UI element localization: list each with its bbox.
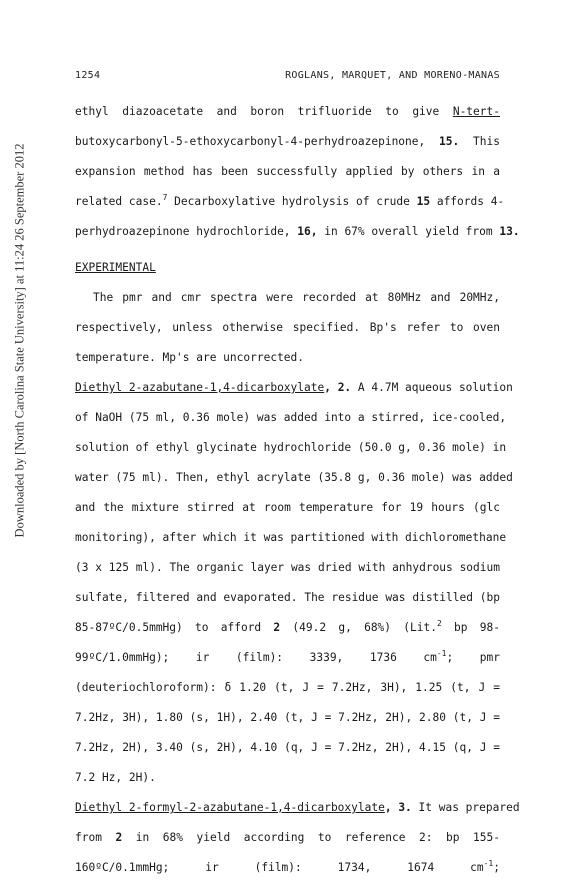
- text-line: butoxycarbonyl-5-ethoxycarbonyl-4-perhydroazepinone, 15. This: [75, 135, 500, 148]
- text-line: 7.2Hz, 2H), 3.40 (s, 2H), 4.10 (q, J = 7.2Hz, 2H), 4.15 (q, J =: [75, 741, 500, 754]
- text-line: Diethyl 2-azabutane-1,4-dicarboxylate, 2. A 4.7M aqueous solution: [75, 381, 513, 394]
- text-line: temperature. Mp's are uncorrected.: [75, 351, 305, 364]
- text-line: The pmr and cmr spectra were recorded at 80MHz and 20MHz,: [93, 291, 500, 304]
- section-heading: EXPERIMENTAL: [75, 261, 156, 274]
- text-line: solution of ethyl glycinate hydrochloride (50.0 g, 0.36 mole) in: [75, 441, 507, 454]
- reference-marker: 2: [436, 619, 442, 628]
- reference-marker: 7: [162, 193, 168, 202]
- compound-number: 13.: [499, 225, 520, 238]
- text-line: monitoring), after which it was partitioned with dichloromethane: [75, 531, 507, 544]
- text-line: perhydroazepinone hydrochloride, 16, in 67% overall yield from 13.: [75, 225, 520, 238]
- text-line: Diethyl 2-formyl-2-azabutane-1,4-dicarboxylate, 3. It was prepared: [75, 801, 520, 814]
- text-line: 99ºC/1.0mmHg); ir (film): 3339, 1736 $cm^{-1}$; pmr: [75, 649, 500, 664]
- text-line: 160ºC/0.1mmHg; ir (film): 1734, 1674 $cm^{-1}$;: [75, 859, 500, 874]
- text-line: water (75 ml). Then, ethyl acrylate (35.8 g, 0.36 mole) was added: [75, 471, 513, 484]
- compound-title: Diethyl 2-formyl-2-azabutane-1,4-dicarboxylate: [75, 801, 385, 814]
- author-names: ROGLANS, MARQUET, AND MORENO-MANAS: [285, 70, 500, 81]
- compound-number: 2: [115, 831, 123, 844]
- text-line: respectively, unless otherwise specified. Bp's refer to oven: [75, 321, 500, 334]
- compound-number: 15: [416, 195, 431, 208]
- compound-title: Diethyl 2-azabutane-1,4-dicarboxylate: [75, 381, 325, 394]
- text-line: (deuteriochloroform): δ 1.20 (t, J = 7.2Hz, 3H), 1.25 (t, J =: [75, 681, 500, 694]
- text-line: (3 x 125 ml). The organic layer was dried with anhydrous sodium: [75, 561, 500, 574]
- text-line: sulfate, filtered and evaporated. The residue was distilled (bp: [75, 591, 500, 604]
- compound-number: 15.: [439, 135, 460, 148]
- compound-number: 16,: [297, 225, 318, 238]
- page-number: 1254: [75, 70, 101, 81]
- article-body: [75, 97, 520, 883]
- text-line: of NaOH (75 ml, 0.36 mole) was added into a stirred, ice-cooled,: [75, 411, 507, 424]
- text-line: expansion method has been successfully applied by others in a: [75, 165, 500, 178]
- download-watermark-text: Downloaded by [North Carolina State University] at 11:24 26 September 2012: [12, 143, 27, 537]
- text-line: related case.$^7$ Decarboxylative hydrolysis of crude 15 affords 4-: [75, 193, 505, 208]
- text-line: 85-87ºC/0.5mmHg) to afford 2 (49.2 g, 68%) (Lit.$^2$ bp 98-: [75, 619, 500, 634]
- text-line: ethyl diazoacetate and boron trifluoride to give N-tert-: [75, 105, 500, 118]
- running-head: [75, 70, 500, 81]
- text-line: from 2 in 68% yield according to reference 2: bp 155-: [75, 831, 500, 844]
- compound-name: N-tert-: [452, 105, 500, 118]
- text-line: and the mixture stirred at room temperature for 19 hours (glc: [75, 501, 500, 514]
- download-watermark: [10, 20, 30, 660]
- text-line: 7.2Hz, 3H), 1.80 (s, 1H), 2.40 (t, J = 7.2Hz, 2H), 2.80 (t, J =: [75, 711, 500, 724]
- text-line: 7.2 Hz, 2H).: [75, 771, 156, 784]
- compound-number: 2: [273, 621, 281, 634]
